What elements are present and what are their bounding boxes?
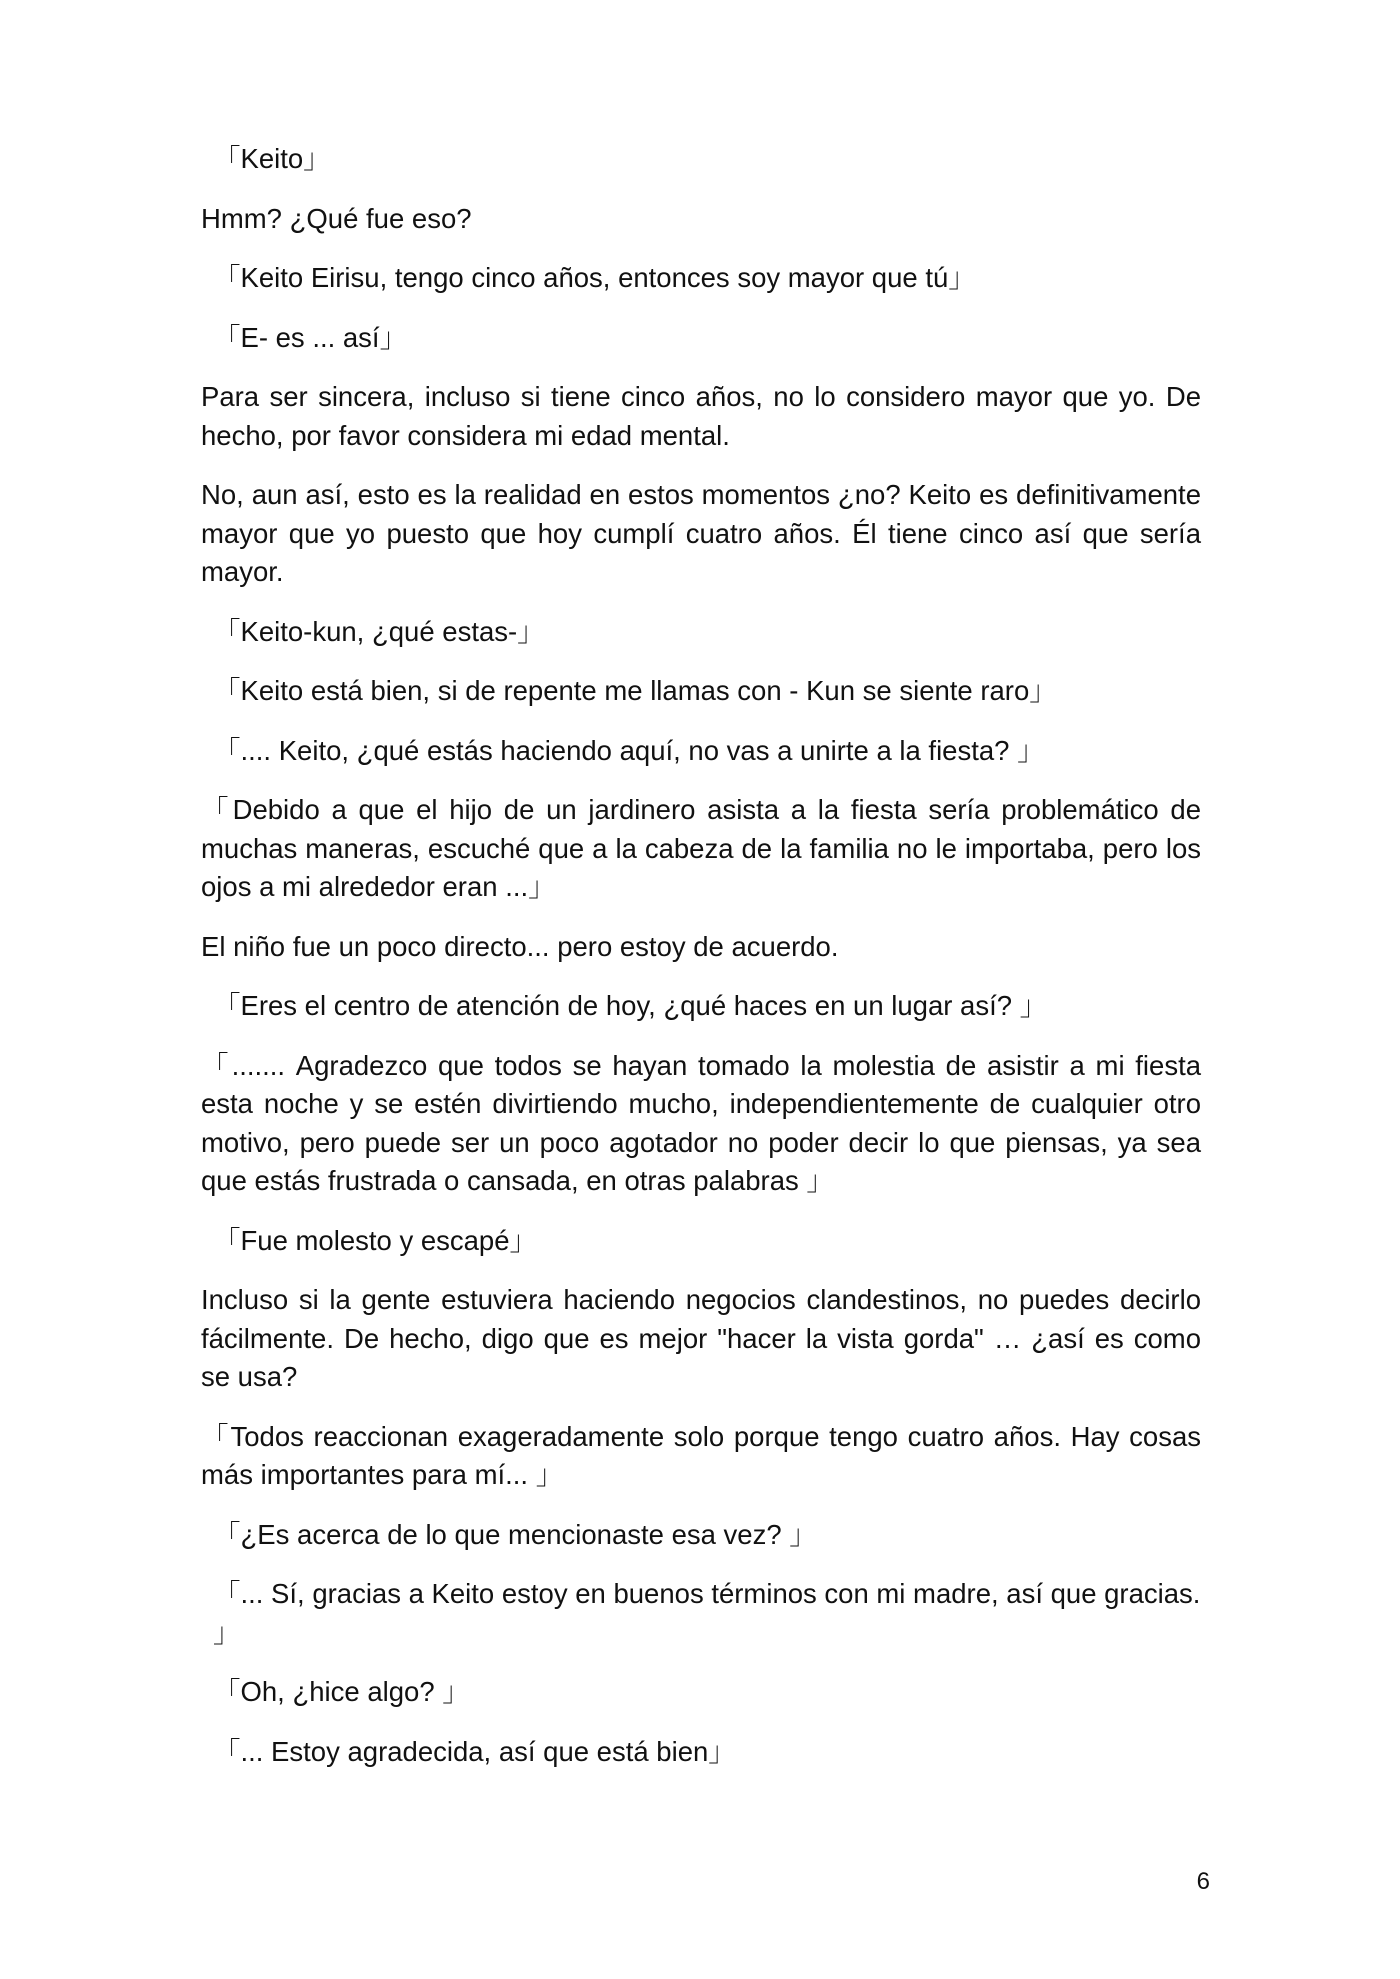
dialog-line: 「Keito」: [213, 143, 331, 174]
dialog-line: 「... Sí, gracias a Keito estoy en buenos términos con mi madre, así que gracias. 」: [213, 1578, 1201, 1648]
dialog-line: 「.... Keito, ¿qué estás haciendo aquí, no vas a unirte a la fiesta? 」: [213, 734, 1045, 766]
narration-paragraph: No, aun así, esto es la realidad en estos momentos ¿no? Keito es definitivamente mayor que yo puesto que hoy cumplí cuatro años. Él tiene cinco así que sería mayor.: [201, 479, 1201, 587]
narration-paragraph: Hmm? ¿Qué fue eso?: [201, 202, 472, 234]
dialog-line: 「Keito-kun, ¿qué estas-」: [213, 615, 545, 647]
dialog-paragraph: 「....... Agradezco que todos se hayan tomado la molestia de asistir a mi fiesta esta noche y se estén divirtiendo mucho, independientemente de cualquier otro motivo, pero puede ser un poco agotador no poder decir lo que piensas, ya sea que estás frustrada o cansada, en otras palabras 」: [201, 1049, 1201, 1196]
dialog-line: 「Oh, ¿hice algo? 」: [213, 1676, 470, 1707]
dialog-paragraph: 「Debido a que el hijo de un jardinero asista a la fiesta sería problemático de muchas maneras, escuché que a la cabeza de la familia no le importaba, pero los ojos a mi alrededor eran ...」: [201, 794, 1201, 902]
narration-paragraph: Incluso si la gente estuviera haciendo negocios clandestinos, no puedes decirlo fácilmente. De hecho, digo que es mejor "hacer la vista gorda" … ¿así es como se usa?: [201, 1284, 1201, 1392]
dialog-line: 「¿Es acerca de lo que mencionaste esa vez? 」: [213, 1518, 817, 1550]
dialog-line: 「Keito está bien, si de repente me llamas con - Kun se siente raro」: [213, 675, 1057, 706]
dialog-line: 「... Estoy agradecida, así que está bien」: [213, 1735, 736, 1767]
narration-paragraph: El niño fue un poco directo... pero estoy de acuerdo.: [201, 930, 839, 962]
dialog-line: 「Keito Eirisu, tengo cinco años, entonces soy mayor que tú」: [213, 262, 976, 293]
dialog-line: 「E- es ... así」: [213, 321, 408, 353]
dialog-line: 「Fue molesto y escapé」: [213, 1224, 538, 1256]
dialog-paragraph: 「Todos reaccionan exageradamente solo porque tengo cuatro años. Hay cosas más importantes para mí... 」: [201, 1420, 1201, 1490]
narration-paragraph: Para ser sincera, incluso si tiene cinco años, no lo considero mayor que yo. De hecho, por favor considera mi edad mental.: [201, 381, 1201, 451]
page-number: 6: [1196, 1868, 1210, 1895]
page-body: [201, 140, 1201, 1792]
dialog-line: 「Eres el centro de atención de hoy, ¿qué haces en un lugar así? 」: [213, 990, 1048, 1021]
